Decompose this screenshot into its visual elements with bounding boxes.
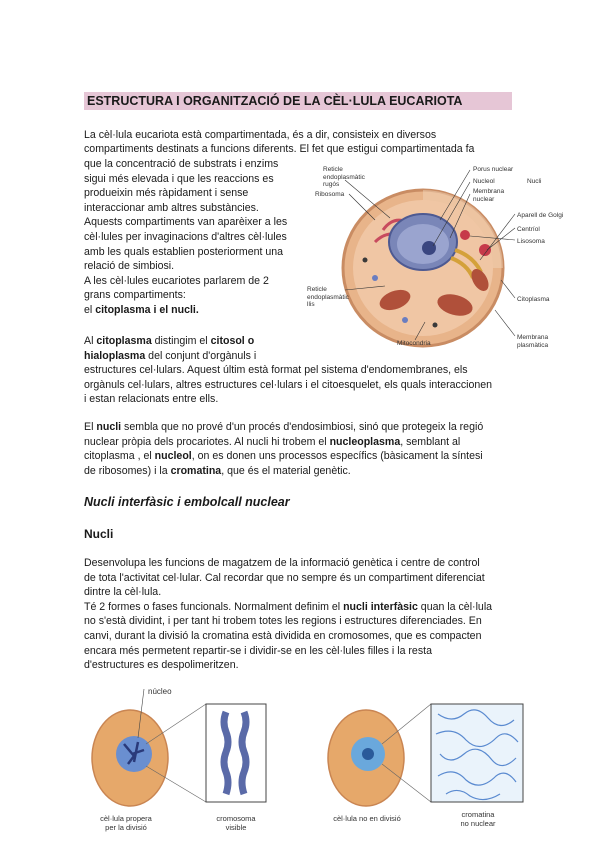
nucli-line: canvi, durant la divisió la cromatina està dividida en cromosomes, que es compacten <box>84 629 482 642</box>
cyto-line: i estan relacionats entre ells. <box>84 393 219 406</box>
intro-left-line: relació de simbiosi. <box>84 260 175 273</box>
cytoplasm-paragraph <box>84 334 554 407</box>
nucli-line: no s'està dividint, i per tant hi trobem totes les regions i estructures diferenciades. En <box>84 615 482 628</box>
intro-left-line: Aquests compartiments van aparèixer a les <box>84 216 288 229</box>
intro-left-line: grans compartiments: <box>84 289 186 302</box>
label-membrana-nuclear: Membrana nuclear <box>473 188 505 203</box>
nucli-paragraph <box>84 556 554 673</box>
intro-left-line: sigui més elevada i que les reaccions es <box>84 172 274 185</box>
nucli-line: d'estructures es despolimeritzen. <box>84 659 239 672</box>
intro-left-line: interaccionar amb altres substàncies. <box>84 201 259 214</box>
eukaryotic-cell-diagram <box>305 160 565 360</box>
label-membrana-plasmatica: Membrana plasmàtica <box>517 334 549 349</box>
intro-highlight: el citoplasma i el nucli. <box>84 303 199 316</box>
caption-cell-near-division: cèl·lula propera per la divisió <box>100 814 152 832</box>
intro-left-column <box>84 157 314 318</box>
nucleus-line: nuclear pròpia dels procariotes. Al nucli hi trobem el nucleoplasma, semblant al <box>84 435 461 448</box>
chromatin-figure <box>86 684 536 834</box>
chromatin-illustration <box>86 684 536 816</box>
label-nucleol: Nucleol <box>473 178 495 185</box>
label-centriol: Centríol <box>517 226 540 233</box>
cell-illustration <box>305 160 565 360</box>
intro-line-2: compartiments destinats a funcions diferents. El fet que estigui compartimentada fa <box>84 143 475 155</box>
label-citoplasma: Citoplasma <box>517 296 550 303</box>
nucli-line: Té 2 formes o fases funcionals. Normalment definim el nucli interfàsic quan la cèl·lula <box>84 600 493 613</box>
page-title: ESTRUCTURA I ORGANITZACIÓ DE LA CÈL·LULA EUCARIOTA <box>84 92 512 110</box>
intro-left-line: cèl·lules per invaginacions d'altres cèl·lules <box>84 230 287 243</box>
cyto-line: orgànuls cel·lulars, altres estructures cel·lulars i el citoesquelet, els quals interaccionen <box>84 378 493 391</box>
cyto-line: Al citoplasma distingim el citosol o <box>84 335 255 347</box>
intro-left-line: produeixin més ràpidament i sense <box>84 187 249 200</box>
section-title: Nucli interfàsic i embolcall nuclear <box>84 495 290 509</box>
nucleus-line: de ribosomes) i la cromatina, que és el material genètic. <box>84 464 351 477</box>
intro-left-line: amb les quals establien posteriorment una <box>84 245 284 258</box>
intro-line-1: La cèl·lula eucariota està compartimentada, és a dir, consisteix en diversos <box>84 129 437 141</box>
label-lisosoma: Lisosoma <box>517 238 545 245</box>
label-aparell-golgi: Aparell de Golgi <box>517 212 564 219</box>
cyto-line: hialoplasma del conjunt d'orgànuls i <box>84 349 257 362</box>
intro-left-line: que la concentració de substrats i enzims <box>84 158 279 170</box>
nucli-line: dintre la cèl·lula. <box>84 586 162 599</box>
subsection-title: Nucli <box>84 527 114 541</box>
nucleus-paragraph <box>84 420 554 478</box>
label-ribosoma: Ribosoma <box>315 191 345 198</box>
label-porus-nuclear: Porus nuclear <box>473 166 514 173</box>
label-reticle-llis: Reticle endoplasmàtic llis <box>307 286 349 308</box>
cyto-line: estructures cel·lulars. Aquest últim està format pel sistema d'endomembranes, els <box>84 364 468 377</box>
label-nucli: Nucli <box>527 178 542 185</box>
nucleus-line: citoplasma , el nucleol, on es donen uns processos específics (bàsicament la síntesi <box>84 450 483 463</box>
caption-chromatin: cromatina no nuclear <box>460 810 496 828</box>
label-reticle-rugos: Reticle endoplasmàtic rugós <box>323 166 365 188</box>
label-mitocondria: Mitocondria <box>397 340 431 347</box>
caption-cell-not-dividing: cèl·lula no en divisió <box>333 814 401 823</box>
nucli-line: Desenvolupa les funcions de magatzem de la informació genètica i centre de control <box>84 557 480 569</box>
nucli-line: de tota l'activitat cel·lular. Cal recordar que no sempre és un compartiment diferenciat <box>84 571 485 584</box>
label-nucleo: núcleo <box>148 687 172 696</box>
nucleus-line: El nucli sembla que no prové d'un procés d'endosimbiosi, sinó que protegeix la regió <box>84 421 484 433</box>
intro-left-line: A les cèl·lules eucariotes parlarem de 2 <box>84 274 269 287</box>
caption-chromosome-visible: cromosoma visible <box>216 814 256 832</box>
nucli-line: encara més permetent repartir-se i dividir-se en les cèl·lules filles i la resta <box>84 644 432 657</box>
